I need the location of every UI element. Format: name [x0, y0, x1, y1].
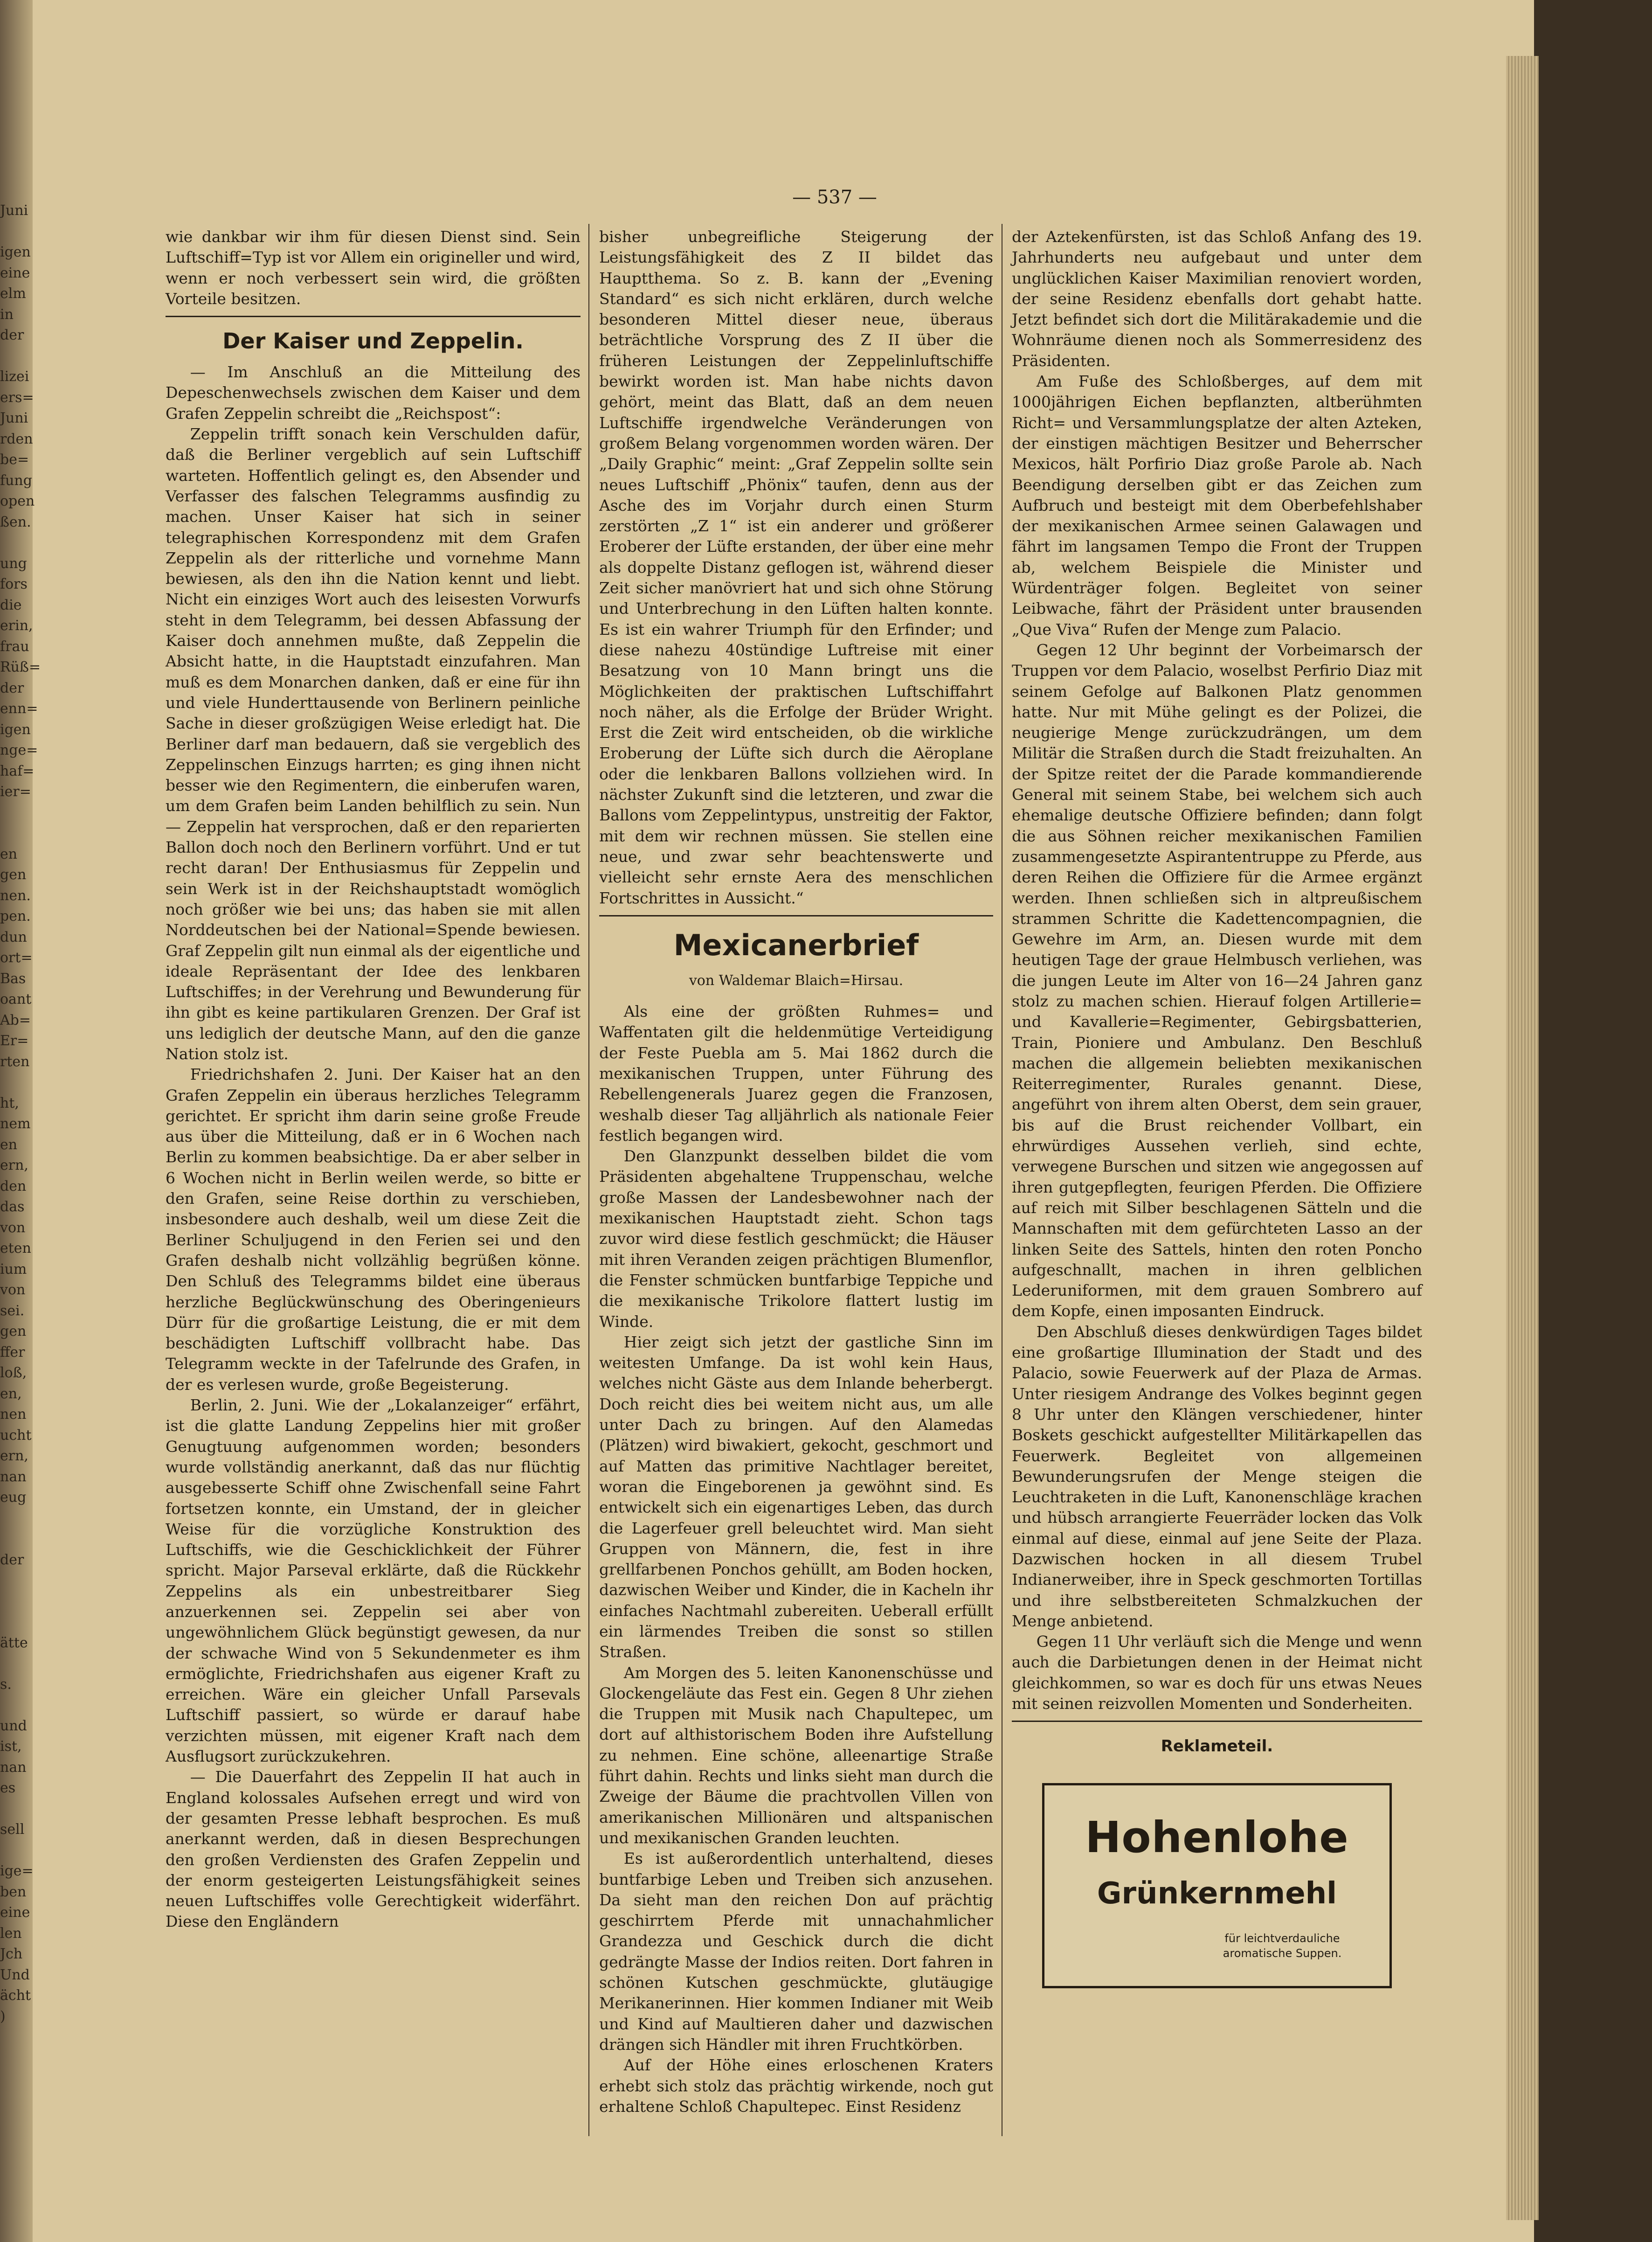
previous-page-fragment [0, 803, 35, 824]
previous-page-fragments [0, 201, 41, 2027]
article-heading-kaiser-zeppelin: Der Kaiser und Zeppelin. [222, 328, 524, 354]
previous-page-fragment: nan [0, 1468, 27, 1485]
section-rule [1012, 1721, 1422, 1722]
article-paragraph: Auf der Höhe eines erloschenen Kraters erhebt sich stolz das prächtig wirkende, noch gut erhaltene Schloß Chapultepec. Einst Residenz [599, 2056, 993, 2116]
previous-page-fragment: ung [0, 555, 27, 572]
previous-page-fragment: erin, [0, 618, 33, 634]
previous-page-fragment: ) [0, 2008, 6, 2025]
article-paragraph: — Die Dauerfahrt des Zeppelin II hat auch in England kolossales Aufsehen erregt und wird von der gesamten Presse lebhaft besprochen. Es muß anerkannt werden, daß in diesen Besprechungen den großen Verdiensten des Grafen Zeppelin und der enorm gesteigerten Leistungsfähigkeit seines neuen Luftschiffes volle Gerechtigkeit widerfährt. Diese den Engländern [166, 1768, 581, 1931]
previous-page-fragment: fors [0, 576, 28, 592]
previous-page-fragment: igen [0, 721, 31, 738]
ad-slogan: für leichtverdauliche aromatische Suppen. [1223, 1931, 1342, 1960]
previous-page-fragment: ßen. [0, 514, 31, 530]
previous-page-fragment: ern, [0, 1448, 28, 1464]
previous-page-fragment: gen [0, 867, 27, 883]
column-1 [166, 227, 581, 1932]
previous-page-fragment: loß, [0, 1365, 27, 1381]
previous-page-fragment: ffer [0, 1344, 25, 1360]
column-2 [599, 227, 993, 2117]
previous-page-fragment: Rüß= [0, 659, 41, 675]
previous-page-fragment [0, 823, 35, 844]
previous-page-fragment: ige= [0, 1863, 34, 1879]
previous-page-fragment: nem [0, 1116, 31, 1132]
previous-page-fragment: igen [0, 244, 31, 260]
previous-page-fragment [0, 1570, 35, 1591]
article-paragraph: Am Fuße des Schloßberges, auf dem mit 1000jährigen Eichen bepflanzten, altberühmten Richt= und Versammlungsplatze der alten Azteken, der einstigen mächtigen Besitzer und Beherrscher Mexicos, hält Porfirio Diaz große Parole ab. Nach Beendigung derselben gibt er das Zeichen zum Aufbruch und besteigt mit dem Oberbefehlshaber der mexikanischen Armee seinen Galawagen und fährt im langsamen Tempo die Front der Truppen ab, welchem Beispiele die Minister und Würdenträger folgen. Begleitet von seiner Leibwache, fährt der Präsident unter brausenden „Que Viva“ Rufen der Menge zum Palacio. [1012, 372, 1422, 639]
column-rule [588, 224, 589, 2136]
previous-page-fragment [0, 1529, 35, 1550]
article-paragraph: Es ist außerordentlich unterhaltend, dieses buntfarbige Leben und Treiben sich anzusehen. Da sieht man den reichen Don auf prächtig geschirrtem Pferde mit unnachahmlicher Grandezza und Geschick durch die dicht gedrängte Masse der Indios reiten. Dort fahren in schönen Kutschen geschmückte, glutäugige Merikanerinnen. Hier kommen Indianer mit Weib und Kind auf Maultieren daher und dazwischen drängen sich Händler mit ihren Fruchtkörben. [599, 1849, 993, 2054]
article-paragraph: der Aztekenfürsten, ist das Schloß Anfang des 19. Jahrhunderts neu aufgebaut und unter dem unglücklichen Kaiser Maximilian renoviert worden, der seine Residenz ebenfalls dort gehabt hatte. Jetzt befindet sich dort die Militärakademie und die Wohnräume dienen noch als Sommerresidenz des Präsidenten. [1012, 228, 1422, 370]
previous-page-fragment: Juni [0, 410, 28, 426]
previous-page-fragment: s. [0, 1676, 12, 1693]
previous-page-fragment: elm [0, 285, 26, 302]
previous-page-fragment: en, [0, 1385, 22, 1402]
previous-page-fragment: haf= [0, 763, 35, 779]
previous-page-fragment [0, 222, 35, 243]
article-paragraph: bisher unbegreifliche Steigerung der Leistungsfähigkeit des Z II bildet das Hauptthema. So z. B. kann der „Evening Standard“ es sich nicht erklären, durch welche besonderen Mittel dieser neue, überaus beträchtliche Vorsprung des Z II über die früheren Leistungen der Zeppelinluftschiffe bewirkt worden ist. Man habe nichts davon gehört, meint das Blatt, daß an dem neuen Luftschiffe irgendwelche Veränderungen von großem Belang vorgenommen worden wären. Der „Daily Graphic“ meint: „Graf Zeppelin sollte sein neues Luftschiff „Phönix“ taufen, denn aus der Asche des im Vorjahr durch einen Sturm zerstörten „Z 1“ ist ein anderer und größerer Eroberer der Lüfte erstanden, der über eine mehr als doppelte Distanz geflogen ist, während dieser Zeit sicher manövriert hat und sich ohne Störung und Unterbrechung in den Lüften halten konnte. Es ist ein wahrer Triumph für den Erfinder; und diese nahezu 40stündige Luftreise mit einer Besatzung von 10 Mann bringt uns die Möglichkeiten der praktischen Luftschiffahrt noch näher, als die Erfolge der Brüder Wright. Erst die Zeit wird entscheiden, ob die wirkliche Eroberung der Lüfte sich durch die Aëroplane oder die lenkbaren Ballons vollziehen wird. In nächster Zukunft sind die letzteren, und zwar die Ballons vom Zeppelintypus, unstreitig der Faktor, mit dem wir rechnen müssen. Sie stellen eine neue, und zwar sehr beachtenswerte und vielleicht sehr ernste Aera des menschlichen Fortschrittes in Aussicht.“ [599, 228, 993, 907]
previous-page-fragment: sell [0, 1821, 25, 1838]
previous-page-fragment: en [0, 1136, 18, 1153]
article-paragraph: Friedrichshafen 2. Juni. Der Kaiser hat an den Grafen Zeppelin ein überaus herzliches Telegramm gerichtet. Er spricht ihm darin seine große Freude aus über die Mitteilung, daß er in 6 Wochen nach Berlin zu kommen beabsichtige. Da er aber selber in 6 Wochen nicht in Berlin weilen werde, so bitte er den Grafen, seine Reise dorthin zu verschieben, insbesondere auch deshalb, weil um diese Zeit die Berliner Schuljugend in den Ferien sei und den Grafen deshalb nicht vollzählig begrüßen könne. Den Schluß des Telegramms bildet eine überaus herzliche Beglückwünschung des Oberingenieurs Dürr für die großartige Leistung, die er mit dem beschädigten Luftschiff vollbracht habe. Das Telegramm weckte in der Tafelrunde des Grafen, in der es verlesen wurde, große Begeisterung. [166, 1065, 581, 1394]
previous-page-fragment: nen. [0, 887, 31, 904]
previous-page-fragment: der [0, 327, 24, 343]
previous-page-fragment [0, 533, 35, 554]
previous-page-fragment: rten [0, 1053, 30, 1070]
article-paragraph: Als eine der größten Ruhmes= und Waffentaten gilt die heldenmütige Verteidigung der Feste Puebla am 5. Mai 1862 durch die mexikanischen Truppen, unter Führung des Rebellengenerals Juarez gegen die Franzosen, weshalb dieser Tag alljährlich als nationale Feier festlich begangen wird. [599, 1002, 993, 1145]
previous-page-fragment: die [0, 597, 22, 613]
previous-page-fragment: ucht [0, 1427, 32, 1444]
advertisement-section-title: Reklameteil. [1161, 1737, 1273, 1756]
previous-page-fragment: rden [0, 430, 33, 447]
article-paragraph: Gegen 12 Uhr beginnt der Vorbeimarsch der Truppen vor dem Palacio, woselbst Perfirio Diaz mit seinem Gefolge auf Balkonen Platz genommen hatte. Nur mit Mühe gelingt es der Polizei, die neugierige Menge zurückzudrängen, um dem Militär die Straßen durch die Stadt freizuhalten. An der Spitze reitet der die Parade kommandierende General mit seinem Stabe, bei welchem sich auch ehemalige deutsche Offiziere befinden; dann folgt die aus Söhnen reicher mexikanischen Familien zusammengesetzte Aspirantentruppe zu Pferde, aus deren Reihen die Offiziere für die Armee ergänzt werden. Ihnen schließen sich in altpreußischem strammen Schritte die Kadettencompagnien, die Gewehre im Arm, an. Diesen wurde mit dem heutigen Tage der graue Helmbusch verliehen, was die jungen Leute im Alter von 16—24 Jahren ganz stolz zu machen schien. Hierauf folgen Artillerie= und Kavallerie=Regimenter, Gebirgsbatterien, Train, Pioniere und Ambulanz. Den Beschluß machen die allgemein beliebten mexikanischen Reiterregimenter, Rurales genannt. Diese, angeführt von ihrem alten Oberst, dem sein grauer, bis auf die Brust reichender Vollbart, ein ehrwürdiges Aussehen verlieh, sind echte, verwegene Burschen und sitzen wie angegossen auf ihren gutgepflegten, feurigen Pferden. Die Offiziere auf reich mit Silber beschlagenen Sätteln und die Mannschaften mit dem gefürchteten Lasso an der linken Seite des Sattels, hinten den roten Poncho aufgeschnallt, machen in ihren gelblichen Lederuniformen, mit dem grauen Sombrero auf dem Kopfe, einen imposanten Eindruck. [1012, 640, 1422, 1320]
article-paragraph: Berlin, 2. Juni. Wie der „Lokalanzeiger“ erfährt, ist die glatte Landung Zeppelins hier mit großer Genugtuung aufgenommen worden; besonders wurde vollständig anerkannt, daß das nur flüchtig ausgebesserte Schiff ohne Zwischenfall seine Fahrt fortsetzen konnte, ein Umstand, der in gleicher Weise für die vorzügliche Konstruktion des Luftschiffs, wie die Geschicklichkeit der Führer spricht. Major Parseval erklärte, daß die Rückkehr Zeppelins als ein unbestreitbarer Sieg anzuerkennen sei. Zeppelin sei aber von ungewöhnlichem Glück begünstigt gewesen, da nur der schwache Wind von 5 Sekundenmeter es ihm ermöglichte, Friedrichshafen aus eigener Kraft zu erreichen. Wäre ein gleicher Unfall Parsevals Luftschiff passiert, so würde er darauf habe verzichten müssen, mit eigener Kraft nach dem Ausflugsort zurückzukehren. [166, 1396, 581, 1766]
previous-page-fragment [0, 346, 35, 367]
previous-page-fragment: sei. [0, 1302, 25, 1319]
column-3 [1012, 227, 1422, 1988]
previous-page-fragment: ort= [0, 950, 33, 966]
previous-page-fragment: Bas [0, 970, 26, 987]
previous-page-fragment [0, 1612, 35, 1633]
article-paragraph: Den Glanzpunkt desselben bildet die vom Präsidenten abgehaltene Truppenschau, welche große Massen der Landesbewohner nach der mexikanischen Hauptstadt zieht. Schon tags zuvor wird diese festlich geschmückt; die Häuser mit ihren Veranden zeigen prächtigen Blumenflor, die Fenster schmücken buntfarbige Teppiche und die mexikanische Trikolore flattert lustig im Winde. [599, 1147, 993, 1331]
previous-page-fragment: von [0, 1219, 26, 1236]
page-number: — 537 — [792, 187, 877, 208]
previous-page-fragment: eine [0, 1904, 30, 1921]
previous-page-fragment: dun [0, 929, 27, 945]
article-paragraph: Hier zeigt sich jetzt der gastliche Sinn im weitesten Umfange. Da ist wohl kein Haus, welches nicht Gäste aus dem Inlande beherbergt. Doch reicht dies bei weitem nicht aus, um alle unter Dach zu bringen. Auf den Alamedas (Plätzen) wird biwakiert, gekocht, geschmort und auf Matten das primitive Nachtlager bereitet, woran die Eingeborenen ja gewöhnt sind. Es entwickelt sich ein eigenartiges Leben, das durch die Lagerfeuer grell beleuchtet wird. Man sieht Gruppen von Männern, die, fest in ihre grellfarbenen Ponchos gehüllt, am Boden hocken, dazwischen Weiber und Kinder, die in Kacheln ihr einfaches Nachtmahl zubereiten. Ueberall erfüllt ein lärmendes Treiben die sonst so stillen Straßen. [599, 1333, 993, 1661]
previous-page-fragment: nan [0, 1759, 27, 1776]
previous-page-fragment: eten [0, 1240, 31, 1256]
previous-page-fragment: Er= [0, 1033, 29, 1049]
previous-page-fragment: der [0, 1551, 24, 1568]
previous-page-fragment: das [0, 1199, 25, 1215]
section-rule [599, 915, 993, 916]
previous-page-fragment: ht, [0, 1095, 19, 1111]
previous-page-fragment: be= [0, 451, 29, 468]
previous-page-fragment: frau [0, 638, 29, 655]
previous-page-fragment: ern, [0, 1157, 28, 1173]
advertisement-box [1042, 1783, 1392, 1988]
section-rule [166, 316, 581, 317]
previous-page-fragment: ben [0, 1883, 27, 1900]
previous-page-fragment: der [0, 680, 24, 696]
previous-page-fragment [0, 1840, 35, 1861]
article-paragraph: — Im Anschluß an die Mitteilung des Depeschenwechsels zwischen dem Kaiser und dem Grafen Zeppelin schreibt die „Reichspost“: [166, 363, 581, 423]
previous-page-fragment [0, 1799, 35, 1820]
previous-page-fragment: den [0, 1178, 27, 1194]
previous-page-fragment: fung [0, 472, 32, 489]
previous-page-fragment [0, 1653, 35, 1674]
previous-page-fragment: ätte [0, 1634, 28, 1651]
article-heading-mexicanerbrief: Mexicanerbrief [673, 928, 919, 962]
previous-page-fragment: len [0, 1925, 22, 1942]
previous-page-fragment: Und [0, 1966, 30, 1983]
previous-page-fragment: ier= [0, 784, 31, 800]
previous-page-fragment: ers= [0, 389, 34, 406]
previous-page-fragment: nen [0, 1406, 27, 1423]
column-1-intro: wie dankbar wir ihm für diesen Dienst sind. Sein Luftschiff=Typ ist vor Allem ein origineller und wird, wenn er noch verbessert sein wird, die größten Vorteile besitzen. [166, 228, 581, 308]
previous-page-fragment [0, 1508, 35, 1529]
previous-page-fragment: enn= [0, 701, 38, 717]
previous-page-fragment: lizei [0, 368, 29, 385]
previous-page-fragment: und [0, 1717, 27, 1734]
previous-page-fragment: es [0, 1780, 16, 1796]
previous-page-fragment: ist, [0, 1738, 22, 1755]
previous-page-fragment: ächt [0, 1987, 31, 2004]
previous-page-fragment: Juni [0, 202, 28, 219]
previous-page-fragment: eug [0, 1489, 27, 1506]
article-paragraph: Den Abschluß dieses denkwürdigen Tages bildet eine großartige Illumination der Stadt und des Palacio, sowie Feuerwerk auf der Plaza de Armas. Unter riesigem Andrange des Volkes beginnt gegen 8 Uhr unter den Klängen verschiedener, hinter Boskets geschickt aufgestellter Militärkapellen das Feuerwerk. Begleitet von allgemeinen Bewunderungsrufen der Menge steigen die Leuchtraketen in die Luft, Kanonenschläge krachen und hübsch arrangierte Feuerräder locken das Volk einmal auf diese, einmal auf jene Seite der Plaza. Dazwischen hocken in all diesem Trubel Indianerweiber, ihre in Speck geschmorten Tortillas und ihre selbstbereiteten Schmalzkuchen der Menge anbietend. [1012, 1322, 1422, 1630]
article-paragraph: Gegen 11 Uhr verläuft sich die Menge und wenn auch die Darbietungen denen in der Heimat nicht gleichkommen, so war es doch für uns etwas Neues mit seinen reizvollen Momenten und Sonderheiten. [1012, 1632, 1422, 1713]
ad-brand-name: Hohenlohe [1085, 1812, 1349, 1862]
previous-page-fragment [0, 1695, 35, 1716]
article-byline: von Waldemar Blaich=Hirsau. [689, 972, 904, 989]
previous-page-fragment: gen [0, 1323, 27, 1340]
previous-page-fragment [0, 1072, 35, 1093]
previous-page-fragment: ium [0, 1261, 27, 1277]
previous-page-fragment: open [0, 493, 35, 509]
article-paragraph: Am Morgen des 5. leiten Kanonenschüsse und Glockengeläute das Fest ein. Gegen 8 Uhr ziehen die Truppen mit Musik nach Chapultepec, um dort auf althistorischem Boden ihre Aufstellung zu nehmen. Eine schöne, alleenartige Straße führt dahin. Rechts und links sieht man durch die Zweige der Bäume die prachtvollen Villen von amerikanischen Millionären und altspanischen und mexikanischen Granden leuchten. [599, 1663, 993, 1847]
previous-page-fragment: Jch [0, 1946, 23, 1962]
previous-page-fragment [0, 1591, 35, 1612]
previous-page-fragment: pen. [0, 908, 31, 924]
previous-page-fragment: von [0, 1282, 26, 1298]
previous-page-fragment: Ab= [0, 1012, 31, 1028]
previous-page-fragment: oant [0, 991, 32, 1007]
previous-page-fragment: nge= [0, 742, 38, 758]
article-paragraph: Zeppelin trifft sonach kein Verschulden dafür, daß die Berliner vergeblich auf sein Luftschiff warteten. Hoffentlich gelingt es, den Absender und Verfasser des falschen Telegramms ausfindig zu machen. Unser Kaiser hat sich in seiner telegraphischen Korrespondenz mit dem Grafen Zeppelin als der ritterliche und vornehme Mann bewiesen, als den ihn die Nation kennt und liebt. Nicht ein einziges Wort auch des leisesten Vorwurfs steht in dem Telegramm, bei dessen Abfassung der Kaiser doch annehmen mußte, daß Zeppelin die Absicht hatte, in die Hauptstadt einzufahren. Man muß es dem Monarchen danken, daß er eine für ihn und viele Hunderttausende von Berlinern peinliche Sache in dieser großzügigen Weise erledigt hat. Die Berliner darf man bedauern, daß sie vergeblich des Zeppelinschen Einzugs harrten; es ging ihnen nicht besser wie den Regimentern, die einberufen waren, um dem Grafen beim Landen behilflich zu sein. Nun — Zeppelin hat versprochen, daß er den reparierten Ballon doch noch den Berlinern vorführt. Und er tut recht daran! Der Enthusiasmus für Zeppelin und sein Werk ist in der Reichshauptstadt womöglich noch größer wie bei uns; das haben sie mit allen Norddeutschen bei der National=Spende bewiesen. Graf Zeppelin gilt nun einmal als der eigentliche und ideale Repräsentant der Idee des lenkbaren Luftschiffes; in der Verehrung und Bewunderung für ihn gibt es keine partikularen Grenzen. Der Graf ist uns lediglich der deutsche Mann, auf den die ganze Nation stolz ist. [166, 425, 581, 1063]
previous-page-fragment: in [0, 306, 14, 323]
ad-product-name: Grünkernmehl [1097, 1876, 1337, 1911]
previous-page-fragment: eine [0, 264, 30, 281]
previous-page-fragment: en [0, 846, 18, 862]
page-stack-edge [1506, 56, 1539, 2220]
